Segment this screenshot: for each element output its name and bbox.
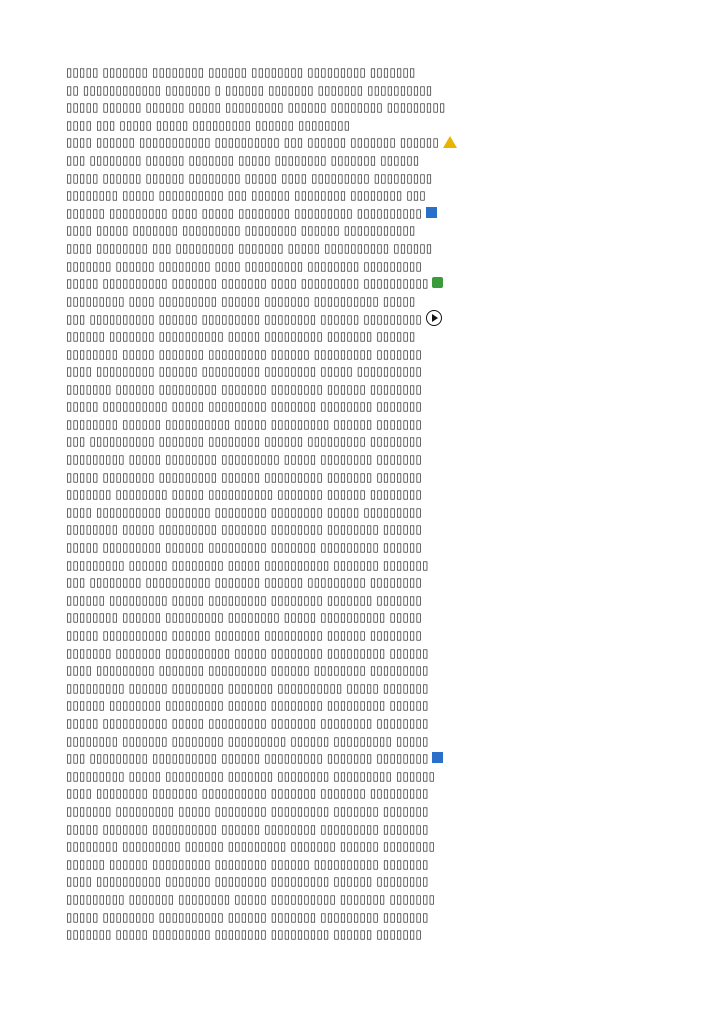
text-line: ▯▯▯▯▯▯▯▯ ▯▯▯▯▯ ▯▯▯▯▯▯▯ ▯▯▯▯▯▯▯▯▯ ▯▯▯▯▯▯ ▯▯▯▯▯▯▯▯▯ ▯▯▯▯▯▯▯ (66, 346, 423, 361)
text-line: ▯▯▯▯▯▯ ▯▯▯▯▯▯▯▯▯ ▯▯▯▯▯ ▯▯▯▯▯▯▯▯▯ ▯▯▯▯▯▯▯▯ ▯▯▯▯▯▯▯ ▯▯▯▯▯▯▯ (66, 592, 423, 607)
text-line: ▯▯▯▯▯ ▯▯▯▯▯▯▯▯▯▯ ▯▯▯▯▯ ▯▯▯▯▯▯▯▯▯ ▯▯▯▯▯▯▯ ▯▯▯▯▯▯▯▯ ▯▯▯▯▯▯▯ (66, 399, 423, 414)
text-line: ▯▯▯▯▯▯▯ ▯▯▯▯▯▯ ▯▯▯▯▯▯▯▯ ▯▯▯▯ ▯▯▯▯▯▯▯▯▯ ▯▯▯▯▯▯▯▯ ▯▯▯▯▯▯▯▯▯ (66, 258, 423, 273)
text-line: ▯▯▯▯ ▯▯▯▯▯▯ ▯▯▯▯▯▯▯▯▯▯▯ ▯▯▯▯▯▯▯▯▯▯ ▯▯▯ ▯▯▯▯▯▯ ▯▯▯▯▯▯▯ ▯▯▯▯▯▯ (66, 134, 662, 152)
text-line: ▯▯▯▯▯ ▯▯▯▯▯▯▯ ▯▯▯▯▯▯▯▯ ▯▯▯▯▯▯ ▯▯▯▯▯▯▯▯ ▯▯▯▯▯▯▯▯▯ ▯▯▯▯▯▯▯ (66, 65, 416, 79)
text-line: ▯▯▯ ▯▯▯▯▯▯▯▯ ▯▯▯▯▯▯▯▯▯▯ ▯▯▯▯▯▯▯ ▯▯▯▯▯▯ ▯▯▯▯▯▯▯▯▯ ▯▯▯▯▯▯▯▯ (66, 575, 423, 590)
text-line: ▯▯▯▯▯▯▯▯▯ ▯▯▯▯▯▯ ▯▯▯▯▯▯▯▯ ▯▯▯▯▯ ▯▯▯▯▯▯▯▯▯▯ ▯▯▯▯▯▯▯ ▯▯▯▯▯▯▯ (66, 557, 429, 572)
text-line: ▯▯▯▯▯ ▯▯▯▯▯▯▯▯▯▯ ▯▯▯▯▯▯ ▯▯▯▯▯▯▯ ▯▯▯▯▯▯▯▯▯ ▯▯▯▯▯▯ ▯▯▯▯▯▯▯▯ (66, 628, 423, 642)
text-line: ▯▯▯▯ ▯▯▯ ▯▯▯▯▯ ▯▯▯▯▯ ▯▯▯▯▯▯▯▯▯ ▯▯▯▯▯▯ ▯▯▯▯▯▯▯▯ (66, 117, 351, 132)
text-line: ▯▯▯▯▯ ▯▯▯▯▯▯ ▯▯▯▯▯▯ ▯▯▯▯▯ ▯▯▯▯▯▯▯▯▯ ▯▯▯▯▯▯ ▯▯▯▯▯▯▯▯ ▯▯▯▯▯▯▯▯▯ (66, 100, 446, 115)
text-line: ▯▯▯▯ ▯▯▯▯▯▯▯▯▯ ▯▯▯▯▯▯▯ ▯▯▯▯▯▯▯▯▯ ▯▯▯▯▯▯ ▯▯▯▯▯▯▯▯ ▯▯▯▯▯▯▯▯▯ (66, 663, 429, 678)
text-line: ▯▯▯▯▯ ▯▯▯▯▯▯▯▯▯▯ ▯▯▯▯▯ ▯▯▯▯▯▯▯▯▯ ▯▯▯▯▯▯▯ ▯▯▯▯▯▯▯▯ ▯▯▯▯▯▯▯▯ (66, 715, 429, 730)
text-line: ▯▯▯▯▯▯▯▯ ▯▯▯▯▯▯ ▯▯▯▯▯▯▯▯▯ ▯▯▯▯▯▯▯▯ ▯▯▯▯▯ ▯▯▯▯▯▯▯▯▯▯ ▯▯▯▯▯ (66, 610, 423, 625)
text-line: ▯▯▯▯▯▯▯▯▯ ▯▯▯▯ ▯▯▯▯▯▯▯▯▯ ▯▯▯▯▯▯ ▯▯▯▯▯▯▯ ▯▯▯▯▯▯▯▯▯▯ ▯▯▯▯▯ (66, 293, 416, 308)
text-line: ▯▯▯▯▯ ▯▯▯▯▯▯ ▯▯▯▯▯▯ ▯▯▯▯▯▯▯▯ ▯▯▯▯▯ ▯▯▯▯ ▯▯▯▯▯▯▯▯▯ ▯▯▯▯▯▯▯▯▯ (66, 170, 433, 185)
text-line: ▯▯▯ ▯▯▯▯▯▯▯▯▯▯ ▯▯▯▯▯▯▯ ▯▯▯▯▯▯▯▯ ▯▯▯▯▯▯ ▯▯▯▯▯▯▯▯▯ ▯▯▯▯▯▯▯▯ (66, 434, 423, 449)
text-line: ▯▯▯▯▯ ▯▯▯▯▯▯▯▯▯▯ ▯▯▯▯▯▯▯ ▯▯▯▯▯▯▯ ▯▯▯▯ ▯▯▯▯▯▯▯▯▯ ▯▯▯▯▯▯▯▯▯▯ (66, 275, 662, 293)
text-line: ▯▯▯▯▯▯▯▯ ▯▯▯▯▯▯▯▯▯ ▯▯▯▯▯▯ ▯▯▯▯▯▯▯▯▯ ▯▯▯▯▯▯▯ ▯▯▯▯▯▯ ▯▯▯▯▯▯▯▯ (66, 839, 436, 854)
text-line: ▯▯▯▯▯▯▯▯▯ ▯▯▯▯▯ ▯▯▯▯▯▯▯▯▯ ▯▯▯▯▯▯▯ ▯▯▯▯▯▯▯▯ ▯▯▯▯▯▯▯▯▯ ▯▯▯▯▯▯ (66, 768, 436, 783)
garbled-text-block (66, 64, 662, 964)
text-line: ▯▯▯▯▯ ▯▯▯▯▯▯▯ ▯▯▯▯▯▯▯▯▯▯ ▯▯▯▯▯▯ ▯▯▯▯▯▯▯▯ ▯▯▯▯▯▯▯▯▯ ▯▯▯▯▯▯▯ (66, 821, 429, 836)
text-line: ▯▯▯▯▯▯▯▯▯ ▯▯▯▯▯▯ ▯▯▯▯▯▯▯▯ ▯▯▯▯▯▯▯ ▯▯▯▯▯▯▯▯▯▯ ▯▯▯▯▯ ▯▯▯▯▯▯▯ (66, 680, 429, 695)
text-line: ▯▯▯▯▯ ▯▯▯▯▯▯▯▯ ▯▯▯▯▯▯▯▯▯▯ ▯▯▯▯▯▯ ▯▯▯▯▯▯▯ ▯▯▯▯▯▯▯▯▯ ▯▯▯▯▯▯▯ (66, 909, 429, 924)
text-line: ▯▯▯▯ ▯▯▯▯▯▯▯▯▯▯ ▯▯▯▯▯▯▯ ▯▯▯▯▯▯▯▯ ▯▯▯▯▯▯▯▯ ▯▯▯▯▯ ▯▯▯▯▯▯▯▯▯ (66, 504, 423, 519)
text-line: ▯▯▯▯▯▯▯▯ ▯▯▯▯▯▯▯ ▯▯▯▯▯▯▯▯ ▯▯▯▯▯▯▯▯▯ ▯▯▯▯▯▯ ▯▯▯▯▯▯▯▯▯ ▯▯▯▯▯ (66, 733, 429, 748)
text-line: ▯▯▯ ▯▯▯▯▯▯▯▯ ▯▯▯▯▯▯ ▯▯▯▯▯▯▯ ▯▯▯▯▯ ▯▯▯▯▯▯▯▯ ▯▯▯▯▯▯▯ ▯▯▯▯▯▯ (66, 152, 420, 167)
text-line: ▯▯▯▯ ▯▯▯▯▯▯▯▯ ▯▯▯ ▯▯▯▯▯▯▯▯▯ ▯▯▯▯▯▯▯ ▯▯▯▯▯ ▯▯▯▯▯▯▯▯▯▯ ▯▯▯▯▯▯ (66, 240, 433, 255)
text-line: ▯▯▯▯▯▯▯▯ ▯▯▯▯▯ ▯▯▯▯▯▯▯▯▯▯ ▯▯▯ ▯▯▯▯▯▯ ▯▯▯▯▯▯▯▯ ▯▯▯▯▯▯▯▯ ▯▯▯ (66, 188, 426, 203)
blue-square-icon (432, 752, 443, 763)
warning-triangle-icon (443, 136, 457, 148)
text-line: ▯▯▯▯ ▯▯▯▯▯▯▯▯▯▯ ▯▯▯▯▯▯▯ ▯▯▯▯▯▯▯▯ ▯▯▯▯▯▯▯▯▯ ▯▯▯▯▯▯ ▯▯▯▯▯▯▯▯ (66, 874, 429, 889)
blue-square-icon (426, 207, 437, 218)
text-line: ▯▯▯▯ ▯▯▯▯▯▯▯▯ ▯▯▯▯▯▯▯ ▯▯▯▯▯▯▯▯▯▯ ▯▯▯▯▯▯▯ ▯▯▯▯▯▯▯ ▯▯▯▯▯▯▯▯▯ (66, 786, 429, 801)
text-line: ▯▯▯▯▯▯▯▯ ▯▯▯▯▯ ▯▯▯▯▯▯▯▯▯ ▯▯▯▯▯▯▯ ▯▯▯▯▯▯▯▯ ▯▯▯▯▯▯▯▯ ▯▯▯▯▯▯ (66, 522, 423, 537)
play-circle-icon (426, 310, 442, 326)
text-line: ▯▯▯▯▯▯▯ ▯▯▯▯▯▯ ▯▯▯▯▯▯▯▯▯ ▯▯▯▯▯▯▯ ▯▯▯▯▯▯▯▯ ▯▯▯▯▯▯ ▯▯▯▯▯▯▯▯ (66, 381, 423, 396)
text-line: ▯▯▯▯▯▯ ▯▯▯▯▯▯ ▯▯▯▯▯▯▯▯▯ ▯▯▯▯▯▯▯▯ ▯▯▯▯▯▯ ▯▯▯▯▯▯▯▯▯▯ ▯▯▯▯▯▯▯ (66, 856, 429, 871)
text-line: ▯▯▯▯▯▯▯ ▯▯▯▯▯ ▯▯▯▯▯▯▯▯▯ ▯▯▯▯▯▯▯▯ ▯▯▯▯▯▯▯▯▯ ▯▯▯▯▯▯ ▯▯▯▯▯▯▯ (66, 927, 423, 942)
text-line: ▯▯▯▯ ▯▯▯▯▯▯▯▯▯ ▯▯▯▯▯▯ ▯▯▯▯▯▯▯▯▯ ▯▯▯▯▯▯▯▯ ▯▯▯▯▯ ▯▯▯▯▯▯▯▯▯▯ (66, 364, 423, 379)
text-line: ▯▯▯▯▯▯ ▯▯▯▯▯▯▯ ▯▯▯▯▯▯▯▯▯▯ ▯▯▯▯▯ ▯▯▯▯▯▯▯▯▯ ▯▯▯▯▯▯▯ ▯▯▯▯▯▯ (66, 328, 416, 343)
text-line: ▯▯▯▯▯▯▯▯▯ ▯▯▯▯▯ ▯▯▯▯▯▯▯▯ ▯▯▯▯▯▯▯▯▯ ▯▯▯▯▯ ▯▯▯▯▯▯▯▯ ▯▯▯▯▯▯▯ (66, 452, 423, 467)
text-line: ▯▯▯▯▯▯ ▯▯▯▯▯▯▯▯ ▯▯▯▯▯▯▯▯▯ ▯▯▯▯▯▯ ▯▯▯▯▯▯▯▯ ▯▯▯▯▯▯▯▯▯ ▯▯▯▯▯▯ (66, 698, 429, 713)
text-line: ▯▯▯▯▯▯▯▯▯ ▯▯▯▯▯▯▯ ▯▯▯▯▯▯▯▯ ▯▯▯▯▯ ▯▯▯▯▯▯▯▯▯▯ ▯▯▯▯▯▯▯ ▯▯▯▯▯▯▯ (66, 891, 436, 906)
text-line: ▯▯▯ ▯▯▯▯▯▯▯▯▯ ▯▯▯▯▯▯▯▯▯▯ ▯▯▯▯▯▯ ▯▯▯▯▯▯▯▯▯ ▯▯▯▯▯▯▯ ▯▯▯▯▯▯▯▯ (66, 750, 662, 768)
text-line: ▯▯▯▯▯ ▯▯▯▯▯▯▯▯▯ ▯▯▯▯▯▯ ▯▯▯▯▯▯▯▯▯ ▯▯▯▯▯▯▯ ▯▯▯▯▯▯▯▯▯ ▯▯▯▯▯▯ (66, 540, 423, 555)
text-line: ▯▯▯▯▯▯▯ ▯▯▯▯▯▯▯ ▯▯▯▯▯▯▯▯▯▯ ▯▯▯▯▯ ▯▯▯▯▯▯▯▯ ▯▯▯▯▯▯▯▯▯ ▯▯▯▯▯▯ (66, 645, 429, 660)
text-line: ▯▯▯▯▯▯ ▯▯▯▯▯▯▯▯▯ ▯▯▯▯ ▯▯▯▯▯ ▯▯▯▯▯▯▯▯ ▯▯▯▯▯▯▯▯▯ ▯▯▯▯▯▯▯▯▯▯ (66, 205, 662, 223)
text-line: ▯▯▯▯▯▯▯ ▯▯▯▯▯▯▯▯ ▯▯▯▯▯ ▯▯▯▯▯▯▯▯▯▯ ▯▯▯▯▯▯▯ ▯▯▯▯▯▯ ▯▯▯▯▯▯▯▯ (66, 487, 423, 502)
text-line: ▯▯▯▯▯ ▯▯▯▯▯▯▯▯ ▯▯▯▯▯▯▯▯▯ ▯▯▯▯▯▯ ▯▯▯▯▯▯▯▯▯ ▯▯▯▯▯▯▯ ▯▯▯▯▯▯▯ (66, 469, 423, 484)
text-line: ▯▯▯▯ ▯▯▯▯▯ ▯▯▯▯▯▯▯ ▯▯▯▯▯▯▯▯▯ ▯▯▯▯▯▯▯▯ ▯▯▯▯▯▯ ▯▯▯▯▯▯▯▯▯▯▯ (66, 223, 416, 238)
text-line: ▯▯▯▯▯▯▯ ▯▯▯▯▯▯▯▯▯ ▯▯▯▯▯ ▯▯▯▯▯▯▯▯ ▯▯▯▯▯▯▯▯▯ ▯▯▯▯▯▯▯ ▯▯▯▯▯▯▯ (66, 803, 429, 818)
text-line: ▯▯▯▯▯▯▯▯ ▯▯▯▯▯▯ ▯▯▯▯▯▯▯▯▯▯ ▯▯▯▯▯ ▯▯▯▯▯▯▯▯▯ ▯▯▯▯▯▯ ▯▯▯▯▯▯▯ (66, 416, 423, 431)
text-line: ▯▯ ▯▯▯▯▯▯▯▯▯▯▯▯ ▯▯▯▯▯▯▯ ▯ ▯▯▯▯▯▯ ▯▯▯▯▯▯▯ ▯▯▯▯▯▯▯ ▯▯▯▯▯▯▯▯▯▯ (66, 82, 433, 97)
green-glyph-icon (432, 277, 443, 288)
text-line: ▯▯▯ ▯▯▯▯▯▯▯▯▯▯ ▯▯▯▯▯▯ ▯▯▯▯▯▯▯▯▯ ▯▯▯▯▯▯▯▯ ▯▯▯▯▯▯ ▯▯▯▯▯▯▯▯▯ (66, 310, 662, 328)
